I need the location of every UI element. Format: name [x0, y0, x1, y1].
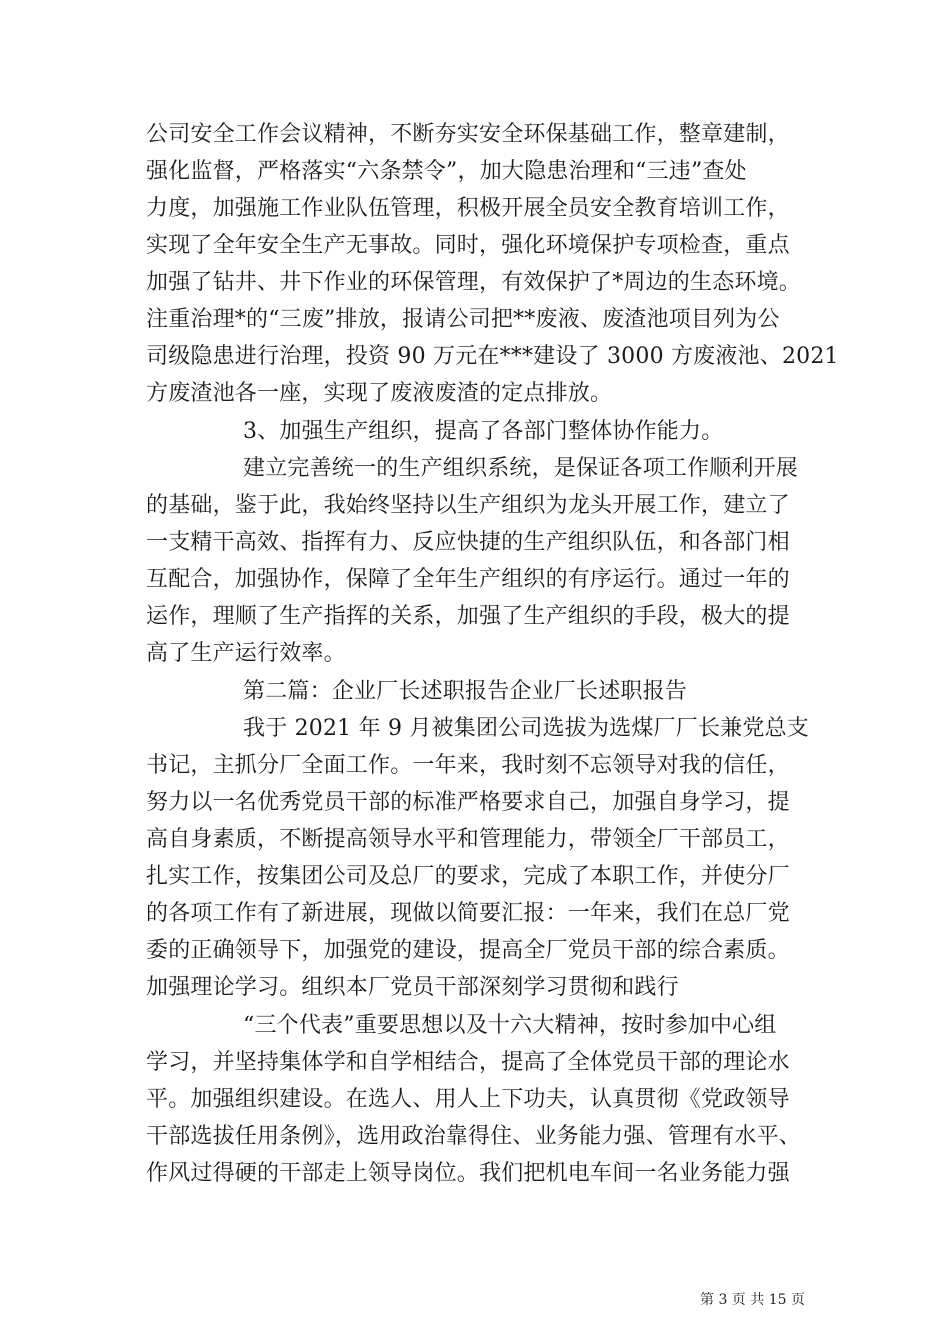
text-line: 作风过得硬的干部走上领导岗位。我们把机电车间一名业务能力强 — [146, 1161, 790, 1186]
text-line: 建立完善统一的生产组织系统，是保证各项工作顺利开展 — [243, 456, 799, 481]
text-line: 书记，主抓分厂全面工作。一年来，我时刻不忘领导对我的信任， — [146, 753, 790, 778]
chapter-title: 第二篇：企业厂长述职报告企业厂长述职报告 — [243, 679, 688, 704]
text-line: 努力以一名优秀党员干部的标准严格要求自己，加强自身学习，提 — [146, 790, 790, 815]
text-line: 我于 2021 年 9 月被集团公司选拔为选煤厂厂长兼党总支 — [243, 716, 809, 741]
text-line: 高了生产运行效率。 — [146, 641, 346, 666]
text-line: 的基础，鉴于此，我始终坚持以生产组织为龙头开展工作，建立了 — [146, 493, 790, 518]
text-line: 学习，并坚持集体学和自学相结合，提高了全体党员干部的理论水 — [146, 1050, 790, 1075]
text-line: 干部选拔任用条例》，选用政治靠得住、业务能力强、管理有水平、 — [146, 1124, 802, 1149]
text-line: 力度，加强施工作业队伍管理，积极开展全员安全教育培训工作， — [146, 196, 790, 221]
text-line: 委的正确领导下，加强党的建设，提高全厂党员干部的综合素质。 — [146, 938, 790, 963]
text-line: 方废渣池各一座，实现了废液废渣的定点排放。 — [146, 381, 613, 406]
text-line: 加强了钻井、井下作业的环保管理，有效保护了*周边的生态环境。 — [146, 270, 802, 295]
section-heading: 3、加强生产组织，提高了各部门整体协作能力。 — [243, 419, 724, 444]
text-line: “三个代表”重要思想以及十六大精神，按时参加中心组 — [243, 1013, 777, 1038]
text-line: 公司安全工作会议精神，不断夯实安全环保基础工作，整章建制， — [146, 122, 790, 147]
page-number: 第 3 页 共 15 页 — [700, 1292, 805, 1308]
text-line: 平。加强组织建设。在选人、用人上下功夫，认真贯彻《党政领导 — [146, 1087, 790, 1112]
text-line: 司级隐患进行治理，投资 90 万元在***建设了 3000 方废液池、2021 — [146, 344, 839, 369]
text-line: 实现了全年安全生产无事故。同时，强化环境保护专项检查，重点 — [146, 233, 790, 258]
text-line: 互配合，加强协作，保障了全年生产组织的有序运行。通过一年的 — [146, 567, 790, 592]
text-line: 加强理论学习。组织本厂党员干部深刻学习贯彻和践行 — [146, 975, 679, 1000]
text-line: 的各项工作有了新进展，现做以简要汇报：一年来，我们在总厂党 — [146, 901, 790, 926]
text-line: 注重治理*的“三废”排放，报请公司把**废液、废渣池项目列为公 — [146, 307, 780, 332]
text-line: 运作，理顺了生产指挥的关系，加强了生产组织的手段，极大的提 — [146, 604, 790, 629]
text-line: 扎实工作，按集团公司及总厂的要求，完成了本职工作，并使分厂 — [146, 864, 790, 889]
text-line: 一支精干高效、指挥有力、反应快捷的生产组织队伍，和各部门相 — [146, 530, 790, 555]
text-line: 强化监督，严格落实“六条禁令”，加大隐患治理和“三违”查处 — [146, 159, 747, 184]
text-line: 高自身素质，不断提高领导水平和管理能力，带领全厂干部员工， — [146, 827, 790, 852]
